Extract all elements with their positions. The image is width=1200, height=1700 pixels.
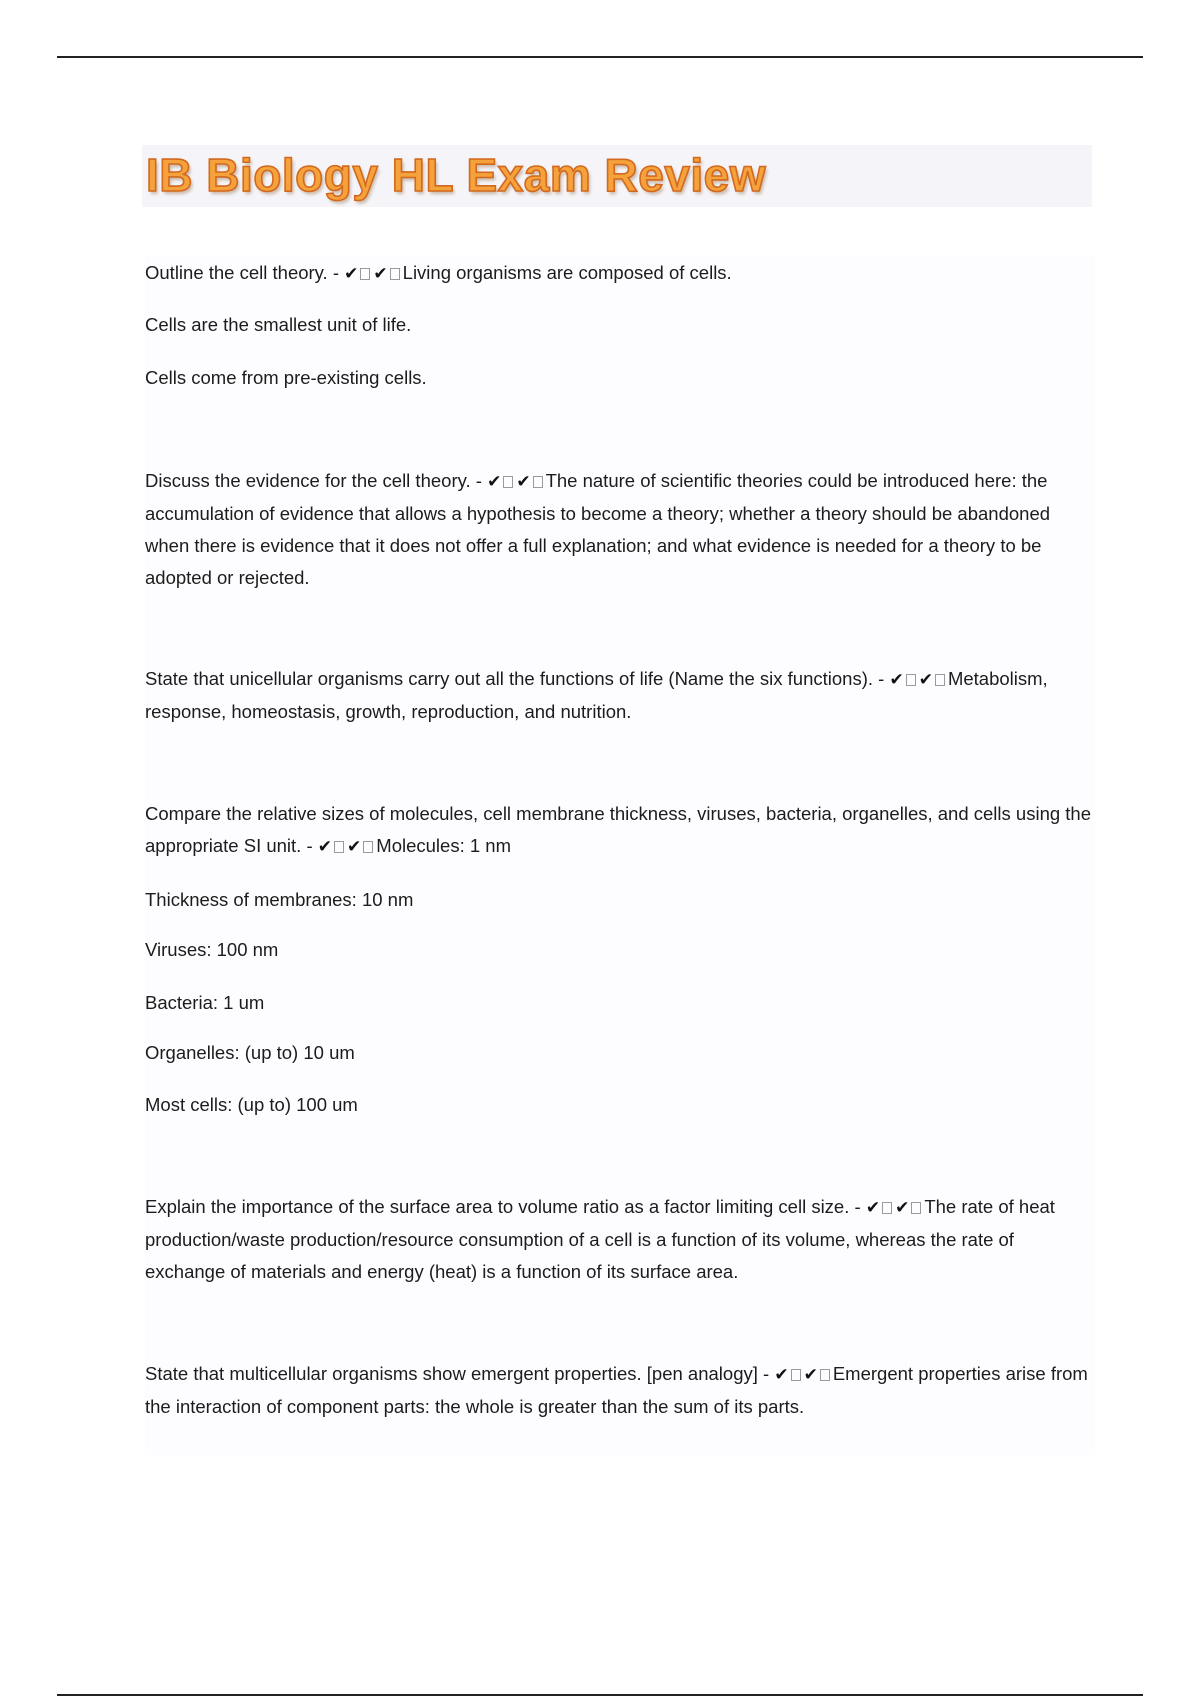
qa-item-2: [145, 465, 1095, 594]
separator: -: [306, 835, 313, 856]
check-icon: ✔: [317, 837, 333, 857]
check-icon: ✔: [803, 1365, 818, 1385]
answer-3: Metabolism, response, homeostasis, growth, reproduction, and nutrition.: [145, 668, 1048, 722]
box-glyph-icon: [935, 674, 945, 686]
page-bottom-rule: [57, 1694, 1143, 1696]
box-glyph-icon: [360, 268, 370, 280]
box-glyph-icon: [911, 1202, 921, 1214]
separator: -: [763, 1363, 770, 1384]
question-1: Outline the cell theory.: [145, 262, 328, 283]
separator: -: [878, 668, 885, 689]
box-glyph-icon: [503, 476, 513, 488]
answer-4-line-6: Most cells: (up to) 100 um: [145, 1094, 358, 1115]
question-3: State that unicellular organisms carry out all the functions of life (Name the six functions).: [145, 668, 874, 689]
answer-1-line-2: Cells are the smallest unit of life.: [145, 314, 412, 335]
answer-5: The rate of heat production/waste production/resource consumption of a cell is a function of its volume, whereas the rate of exchange of materials and energy (heat) is a function of its surface area.: [145, 1196, 1055, 1282]
separator: -: [854, 1196, 861, 1217]
qa-item-3: [145, 663, 1095, 728]
box-glyph-icon: [533, 476, 543, 488]
box-glyph-icon: [906, 674, 916, 686]
box-glyph-icon: [390, 268, 400, 280]
box-glyph-icon: [882, 1202, 892, 1214]
page-top-rule: [57, 56, 1143, 58]
answer-6: Emergent properties arise from the interaction of component parts: the whole is greater than the sum of its parts.: [145, 1363, 1088, 1417]
question-2: Discuss the evidence for the cell theory.: [145, 470, 471, 491]
answer-2: The nature of scientific theories could be introduced here: the accumulation of evidence that allows a hypothesis to become a theory; whether a theory should be abandoned when there is evidence that it does not offer a full explanation; and what evidence is needed for a theory to be adopted or rejected.: [145, 470, 1051, 588]
qa-item-5: [145, 1191, 1095, 1288]
box-glyph-icon: [334, 841, 344, 853]
check-icon: ✔: [487, 472, 502, 492]
check-icon: ✔: [344, 264, 359, 284]
box-glyph-icon: [820, 1369, 830, 1381]
qa-item-4: [145, 798, 1095, 863]
answer-4-line-5: Organelles: (up to) 10 um: [145, 1042, 355, 1063]
question-6: State that multicellular organisms show emergent properties. [pen analogy]: [145, 1363, 758, 1384]
check-icon: ✔: [918, 670, 933, 690]
qa-item-6: [145, 1358, 1095, 1423]
check-icon: ✔: [774, 1365, 789, 1385]
answer-4: Molecules: 1 nm: [376, 835, 511, 856]
box-glyph-icon: [363, 841, 373, 853]
answer-4-line-2: Thickness of membranes: 10 nm: [145, 889, 414, 910]
answer-4-line-3: Viruses: 100 nm: [145, 939, 279, 960]
check-icon: ✔: [347, 837, 362, 857]
check-icon: ✔: [865, 1198, 881, 1218]
separator: -: [475, 470, 482, 491]
check-icon: ✔: [373, 264, 388, 284]
document-title: IB Biology HL Exam Review: [146, 149, 767, 201]
answer-4-line-4: Bacteria: 1 um: [145, 992, 265, 1013]
question-4: Compare the relative sizes of molecules, cell membrane thickness, viruses, bacteria, organelles, and cells using the appropriate SI unit.: [145, 803, 1092, 856]
question-5: Explain the importance of the surface area to volume ratio as a factor limiting cell size.: [145, 1196, 850, 1217]
answer-1: Living organisms are composed of cells.: [402, 262, 732, 283]
check-icon: ✔: [889, 670, 904, 690]
qa-item-1: [145, 257, 1095, 290]
separator: -: [332, 262, 340, 283]
answer-1-line-3: Cells come from pre-existing cells.: [145, 367, 427, 388]
box-glyph-icon: [791, 1369, 801, 1381]
check-icon: ✔: [516, 472, 531, 492]
check-icon: ✔: [895, 1198, 910, 1218]
